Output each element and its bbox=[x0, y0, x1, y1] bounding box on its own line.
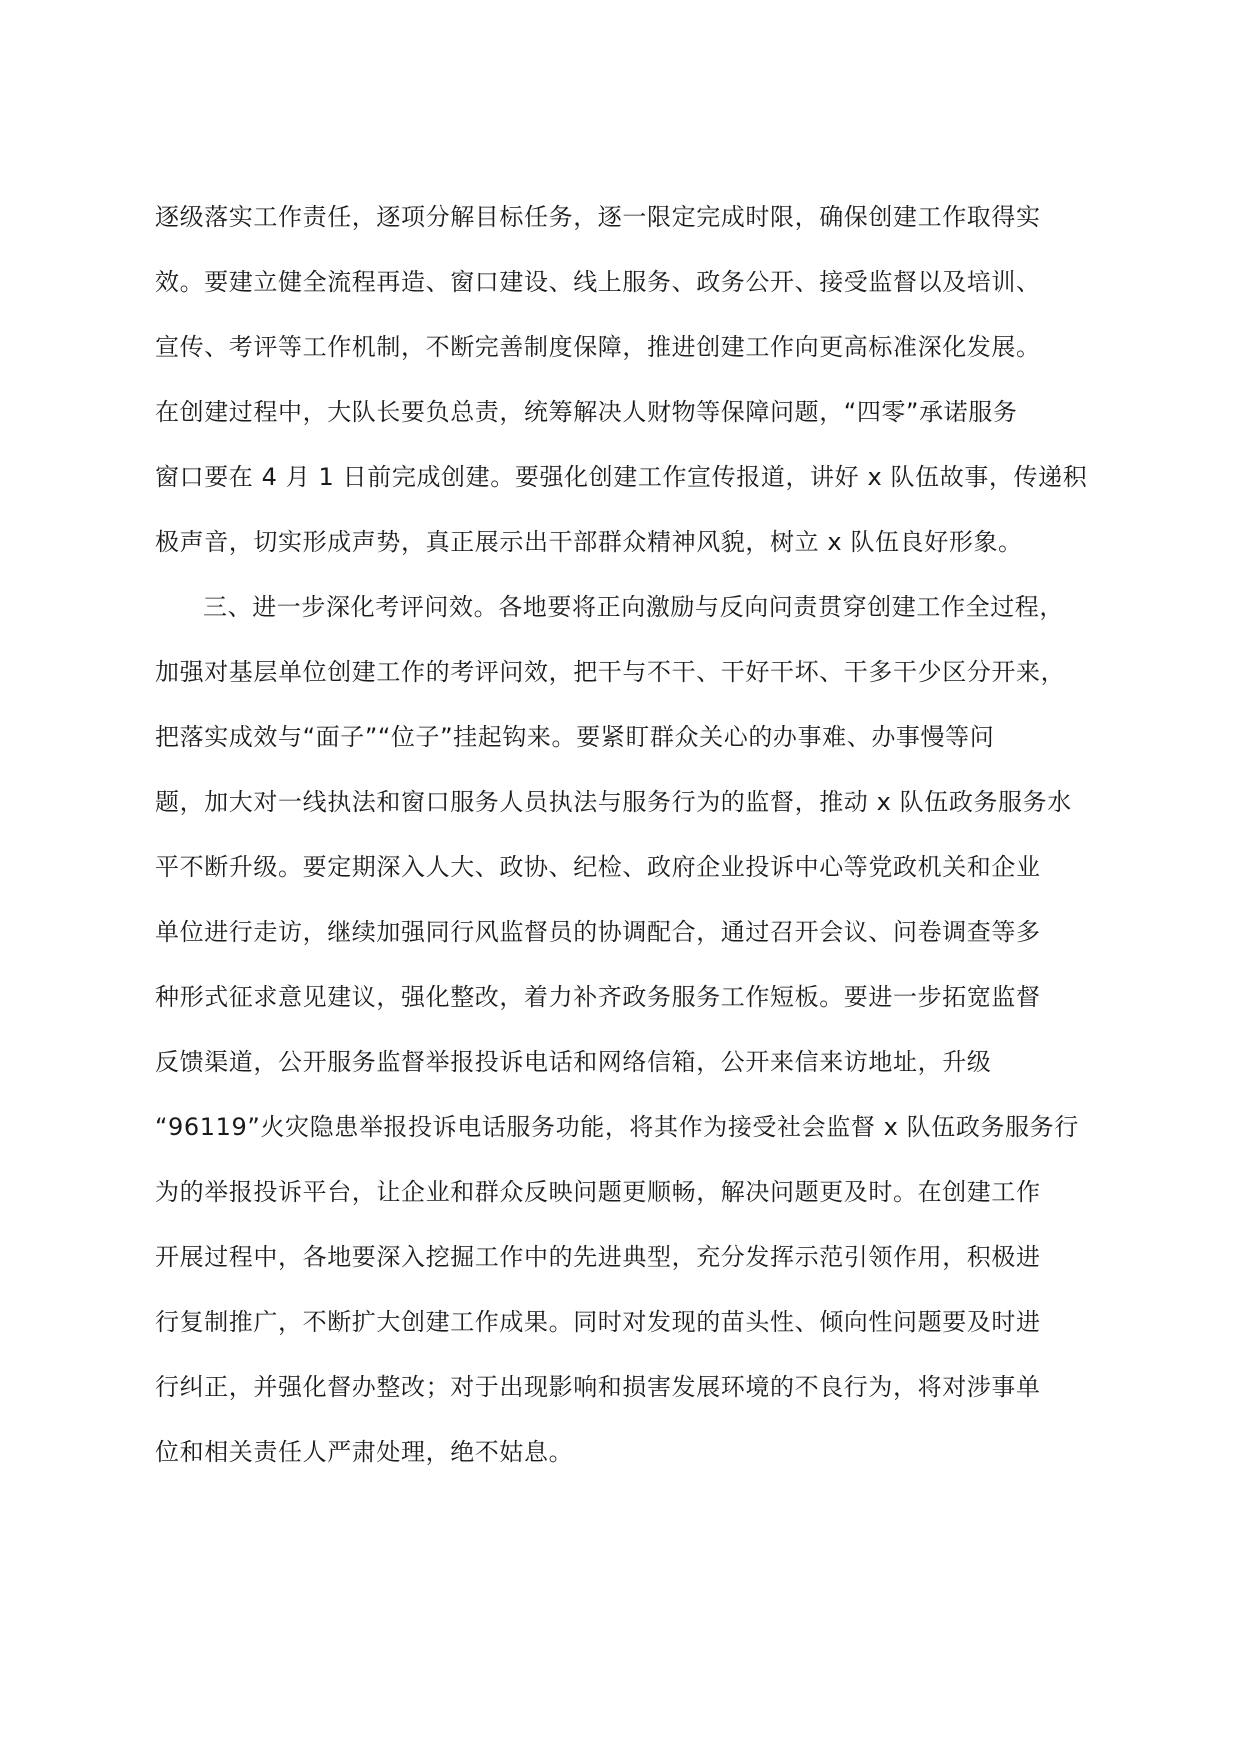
text-line-20: 位和相关责任人严肃处理，绝不姑息。 bbox=[155, 1438, 574, 1466]
text-line-3: 宣传、考评等工作机制，不断完善制度保障，推进创建工作向更高标准深化发展。 bbox=[155, 333, 1041, 361]
text-line-17: 开展过程中，各地要深入挖掘工作中的先进典型，充分发挥示范引领作用，积极进 bbox=[155, 1243, 1041, 1271]
text-line-14: 反馈渠道，公开服务监督举报投诉电话和网络信箱，公开来信来访地址，升级 bbox=[155, 1048, 992, 1076]
text-line-11: 平不断升级。要定期深入人大、政协、纪检、政府企业投诉中心等党政机关和企业 bbox=[155, 853, 1041, 881]
text-line-2: 效。要建立健全流程再造、窗口建设、线上服务、政务公开、接受监督以及培训、 bbox=[155, 268, 1041, 296]
text-line-12: 单位进行走访，继续加强同行风监督员的协调配合，通过召开会议、问卷调查等多 bbox=[155, 918, 1041, 946]
text-line-9: 把落实成效与“面子”“位子”挂起钩来。要紧盯群众关心的办事难、办事慢等问 bbox=[155, 723, 995, 751]
text-line-10: 题，加大对一线执法和窗口服务人员执法与服务行为的监督，推动 x 队伍政务服务水 bbox=[155, 788, 1072, 816]
text-line-5: 窗口要在 4 月 1 日前完成创建。要强化创建工作宣传报道，讲好 x 队伍故事，传递积 bbox=[155, 463, 1088, 491]
text-line-8: 加强对基层单位创建工作的考评问效，把干与不干、干好干坏、干多干少区分开来， bbox=[155, 658, 1066, 686]
section-heading-line: 三、进一步深化考评问效。各地要将正向激励与反向问责贯穿创建工作全过程， bbox=[203, 593, 1064, 621]
text-line-18: 行复制推广，不断扩大创建工作成果。同时对发现的苗头性、倾向性问题要及时进 bbox=[155, 1308, 1041, 1336]
text-line-16: 为的举报投诉平台，让企业和群众反映问题更顺畅，解决问题更及时。在创建工作 bbox=[155, 1178, 1041, 1206]
text-line-13: 种形式征求意见建议，强化整改，着力补齐政务服务工作短板。要进一步拓宽监督 bbox=[155, 983, 1041, 1011]
text-line-1: 逐级落实工作责任，逐项分解目标任务，逐一限定完成时限，确保创建工作取得实 bbox=[155, 203, 1041, 231]
text-line-6: 极声音，切实形成声势，真正展示出干部群众精神风貌，树立 x 队伍良好形象。 bbox=[155, 528, 1023, 556]
body-text bbox=[155, 185, 1095, 1485]
text-line-4: 在创建过程中，大队长要负总责，统筹解决人财物等保障问题，“四零”承诺服务 bbox=[155, 398, 1018, 426]
text-line-15: “96119”火灾隐患举报投诉电话服务功能，将其作为接受社会监督 x 队伍政务服务行 bbox=[155, 1113, 1079, 1141]
text-line-19: 行纠正，并强化督办整改；对于出现影响和损害发展环境的不良行为，将对涉事单 bbox=[155, 1373, 1041, 1401]
